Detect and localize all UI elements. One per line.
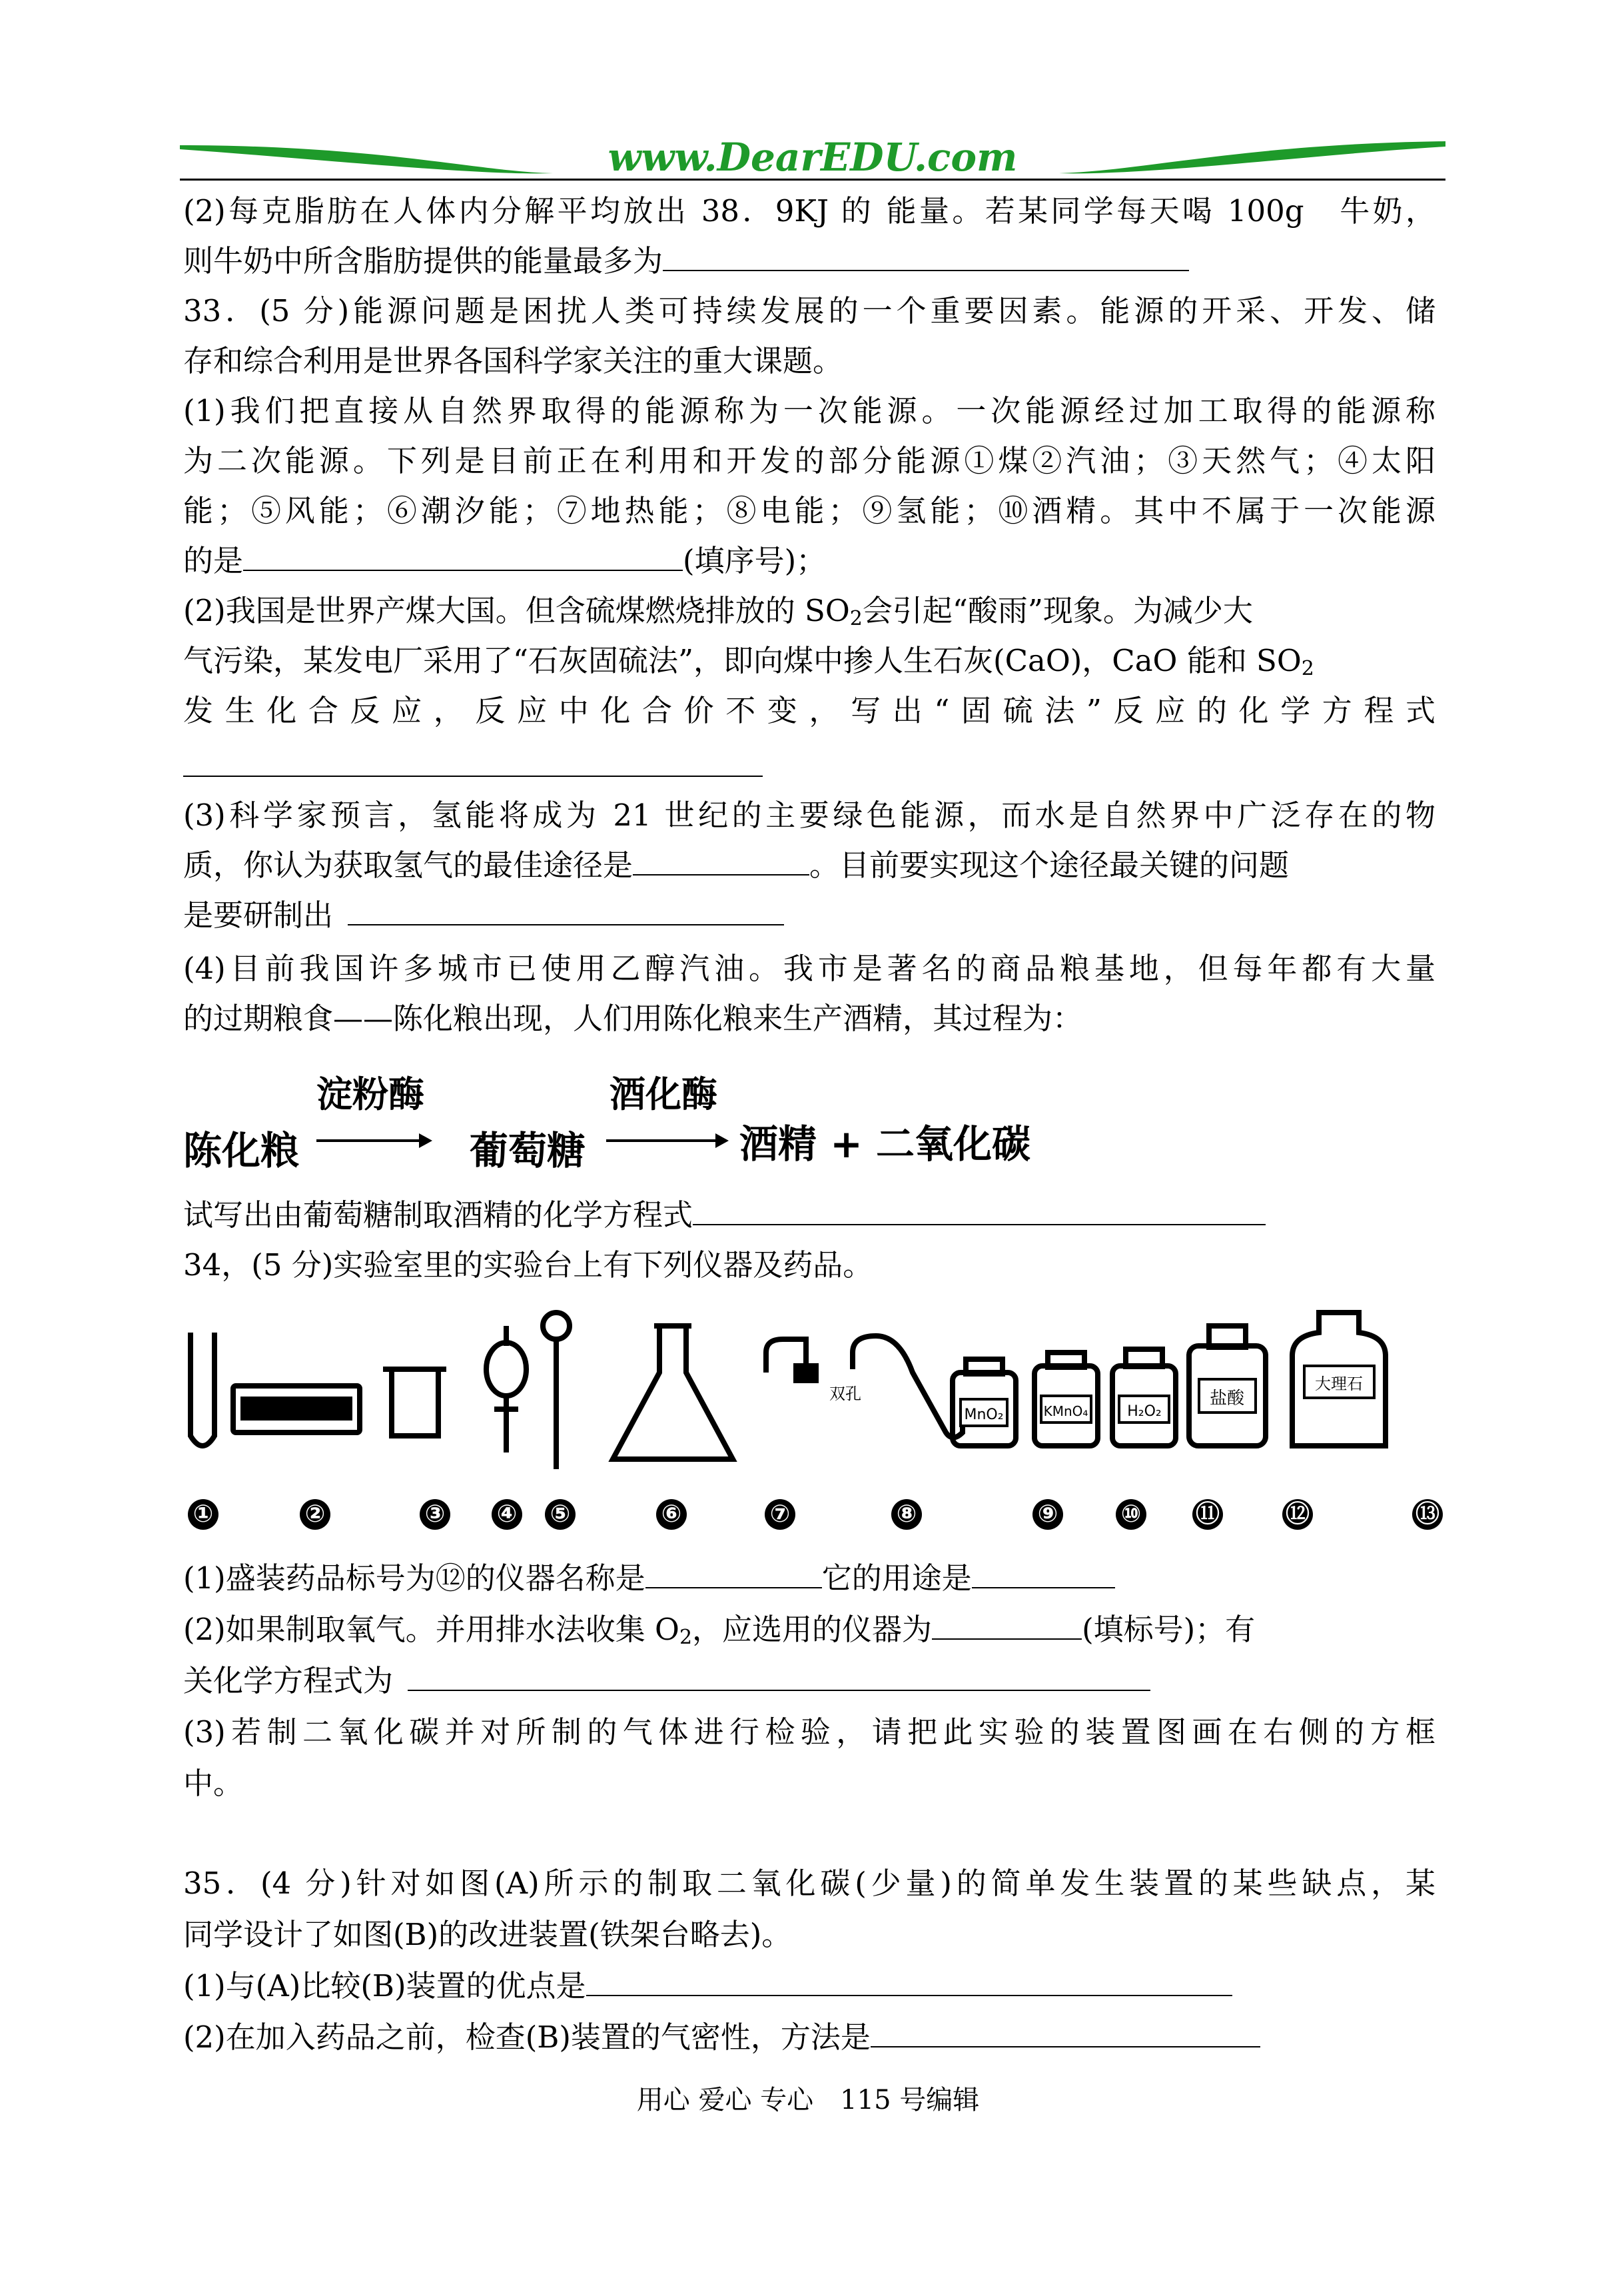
apparatus-number: ⑧: [891, 1499, 922, 1530]
apparatus-number: ⑬: [1412, 1499, 1443, 1530]
bent-tube-icon: [829, 1336, 963, 1438]
apparatus-number: ⑫: [1282, 1499, 1313, 1530]
text-line: 是要研制出: [183, 893, 1435, 938]
apparatus-number: ⑤: [545, 1499, 576, 1530]
enzyme-label: 酒化酶: [609, 1073, 717, 1115]
question-34: 34，(5 分)实验室里的实验台上有下列仪器及药品。: [183, 1247, 873, 1283]
text-line: (3)科学家预言，氢能将成为 21 世纪的主要绿色能源，而水是自然界中广泛存在的物: [183, 798, 1435, 833]
reagent-bottle-icon: [1112, 1349, 1176, 1446]
enzyme-label: 淀粉酶: [316, 1073, 424, 1115]
text-line: 关化学方程式为: [183, 1658, 1435, 1704]
text-line: (3)若制二氧化碳并对所制的气体进行检验，请把此实验的装置图画在右侧的方框: [183, 1714, 1435, 1750]
apparatus-number: ⑥: [656, 1499, 687, 1530]
svg-text:H₂O₂: H₂O₂: [1127, 1403, 1162, 1420]
svg-text:大理石: 大理石: [1315, 1375, 1363, 1393]
text-line: (2)我国是世界产煤大国。但含硫煤燃烧排放的 $SO_2$会引起“酸雨”现象。为减少大: [183, 593, 1253, 630]
question-33: 33．(5 分)能源问题是困扰人类可持续发展的一个重要因素。能源的开采、开发、储: [183, 293, 1435, 328]
long-neck-funnel-icon: [543, 1313, 570, 1469]
apparatus-number: ⑦: [765, 1499, 795, 1530]
apparatus-number: ⑩: [1116, 1499, 1146, 1530]
header-logo: [180, 132, 1445, 179]
arrow-icon: [606, 1139, 726, 1142]
header-site: www.DearEDU.com: [607, 135, 1018, 179]
svg-text:KMnO₄: KMnO₄: [1043, 1403, 1088, 1419]
footer: 用心 爱心 专心 115 号编辑: [636, 2085, 980, 2115]
trough-icon: [233, 1386, 360, 1433]
text-line: 发生化合反应，反应中化合价不变，写出“固硫法”反应的化学方程式: [183, 693, 1435, 728]
text-line: (2)每克脂肪在人体内分解平均放出 38．9KJ 的 能量。若某同学每天喝 100g 牛奶，: [183, 193, 1435, 229]
text-line: 中。: [183, 1766, 244, 1801]
reaction-flow: [183, 1066, 1182, 1179]
flow-end: 酒精 + 二氧化碳: [739, 1121, 1030, 1167]
reagent-bottle-icon: [1292, 1313, 1386, 1446]
apparatus-number: ⑨: [1032, 1499, 1063, 1530]
flow-middle: 葡萄糖: [470, 1128, 586, 1173]
gas-jar-icon: [383, 1369, 446, 1436]
question-35: 35．(4 分)针对如图(A)所示的制取二氧化碳(少量)的简单发生装置的某些缺点，某: [183, 1866, 1435, 1901]
text-line: 为二次能源。下列是目前正在利用和开发的部分能源①煤②汽油；③天然气；④太阳: [183, 443, 1435, 478]
flow-start: 陈化粮: [183, 1128, 300, 1173]
text-line: (2)如果制取氧气。并用排水法收集 $O_2$，应选用的仪器为 (填标号)；有: [183, 1607, 1435, 1660]
text-line: 试写出由葡萄糖制取酒精的化学方程式: [183, 1193, 1435, 1238]
answer-blank[interactable]: [183, 745, 763, 777]
conical-flask-icon: [613, 1326, 733, 1459]
text-line: (1)盛装药品标号为⑫的仪器名称是 它的用途是: [183, 1556, 1435, 1601]
svg-text:盐酸: 盐酸: [1209, 1389, 1245, 1409]
header-rule: [180, 179, 1445, 181]
delivery-tube-icon: [766, 1339, 816, 1381]
text-line: (1)与(A)比较(B)装置的优点是: [183, 1964, 1435, 2009]
hole-label: 双孔: [829, 1385, 861, 1403]
text-line: 的是 (填序号)；: [183, 538, 1435, 584]
text-line: 则牛奶中所含脂肪提供的能量最多为: [183, 239, 1435, 284]
apparatus-number: ⑪: [1192, 1499, 1223, 1530]
reagent-bottle-icon: [1034, 1353, 1098, 1446]
apparatus-number: ②: [300, 1499, 330, 1530]
reagent-bottle-icon: [1189, 1326, 1266, 1446]
text-line: 气污染，某发电厂采用了“石灰固硫法”，即向煤中掺人生石灰(CaO)，CaO 能和 $SO_2$: [183, 643, 1314, 680]
text-line: 质，你认为获取氢气的最佳途径是 。目前要实现这个途径最关键的问题: [183, 843, 1435, 888]
text-line: 的过期粮食——陈化粮出现，人们用陈化粮来生产酒精，其过程为：: [183, 1001, 1083, 1036]
text-line: (1)我们把直接从自然界取得的能源称为一次能源。一次能源经过加工取得的能源称: [183, 393, 1435, 428]
apparatus-number: ④: [492, 1499, 522, 1530]
apparatus-number: ③: [420, 1499, 450, 1530]
svg-text:MnO₂: MnO₂: [964, 1407, 1004, 1423]
separatory-funnel-icon: [486, 1326, 526, 1452]
text-line: 同学设计了如图(B)的改进装置(铁架台略去)。: [183, 1917, 792, 1952]
text-line: (2)在加入药品之前，检查(B)装置的气密性，方法是: [183, 2015, 1435, 2060]
apparatus-number: ①: [188, 1499, 218, 1530]
test-tube-icon: [191, 1333, 214, 1446]
arrow-icon: [316, 1139, 430, 1142]
text-line: (4)目前我国许多城市已使用乙醇汽油。我市是著名的商品粮基地，但每年都有大量: [183, 951, 1435, 986]
text-line: 能；⑤风能；⑥潮汐能；⑦地热能；⑧电能；⑨氢能；⑩酒精。其中不属于一次能源: [183, 493, 1435, 528]
text-line: 存和综合利用是世界各国科学家关注的重大课题。: [183, 343, 843, 378]
